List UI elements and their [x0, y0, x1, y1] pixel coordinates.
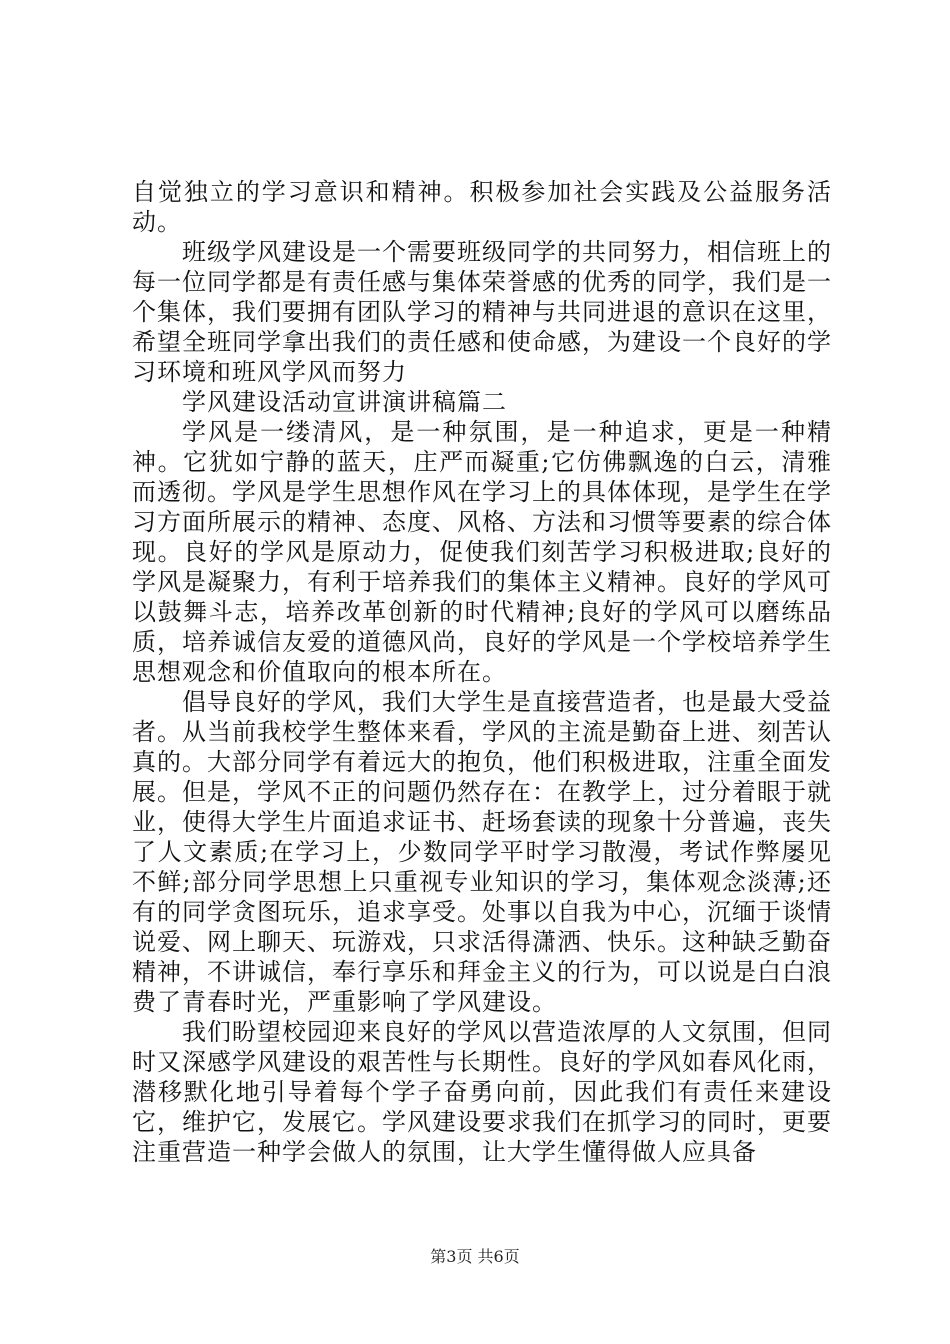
- document-body: [132, 177, 832, 1167]
- section-heading: 学风建设活动宣讲演讲稿篇二: [182, 388, 507, 416]
- paragraph-campus-hope: 我们盼望校园迎来良好的学风以营造浓厚的人文氛围，但同时又深感学风建设的艰苦性与长期性。良好的学风如春风化雨，潜移默化地引导着每个学子奋勇向前，因此我们有责任来建设它，维护它，发展它。学风建设要求我们在抓学习的同时，更要注重营造一种学会做人的氛围，让大学生懂得做人应具备: [132, 1018, 832, 1166]
- paragraph-continuation: 自觉独立的学习意识和精神。积极参加社会实践及公益服务活动。: [132, 178, 832, 236]
- paragraph-class-study-style: 班级学风建设是一个需要班级同学的共同努力，相信班上的每一位同学都是有责任感与集体荣誉感的优秀的同学，我们是一个集体，我们要拥有团队学习的精神与共同进退的意识在这里，希望全班同学拿出我们的责任感和使命感，为建设一个良好的学习环境和班风学风而努力: [132, 238, 832, 386]
- paragraph-advocate-study-style: 倡导良好的学风，我们大学生是直接营造者，也是最大受益者。从当前我校学生整体来看，学风的主流是勤奋上进、刻苦认真的。大部分同学有着远大的抱负，他们积极进取，注重全面发展。但是，学风不正的问题仍然存在：在教学上，过分着眼于就业，使得大学生片面追求证书、赶场套读的现象十分普遍，丧失了人文素质;在学习上，少数同学平时学习散漫，考试作弊屡见不鲜;部分同学思想上只重视专业知识的学习，集体观念淡薄;还有的同学贪图玩乐，追求享受。处事以自我为中心，沉缅于谈情说爱、网上聊天、玩游戏，只求活得潇洒、快乐。这种缺乏勤奋精神，不讲诚信，奉行享乐和拜金主义的行为，可以说是白白浪费了青春时光，严重影响了学风建设。: [132, 688, 832, 1016]
- page-number-footer: 第3页 共6页: [430, 1247, 520, 1266]
- paragraph-study-style-definition: 学风是一缕清风，是一种氛围，是一种追求，更是一种精神。它犹如宁静的蓝天，庄严而凝重;它仿佛飘逸的白云，清雅而透彻。学风是学生思想作风在学习上的具体体现，是学生在学习方面所展示的精神、态度、风格、方法和习惯等要素的综合体现。良好的学风是原动力，促使我们刻苦学习积极进取;良好的学风是凝聚力，有利于培养我们的集体主义精神。良好的学风可以鼓舞斗志，培养改革创新的时代精神;良好的学风可以磨练品质，培养诚信友爱的道德风尚，良好的学风是一个学校培养学生思想观念和价值取向的根本所在。: [132, 418, 832, 686]
